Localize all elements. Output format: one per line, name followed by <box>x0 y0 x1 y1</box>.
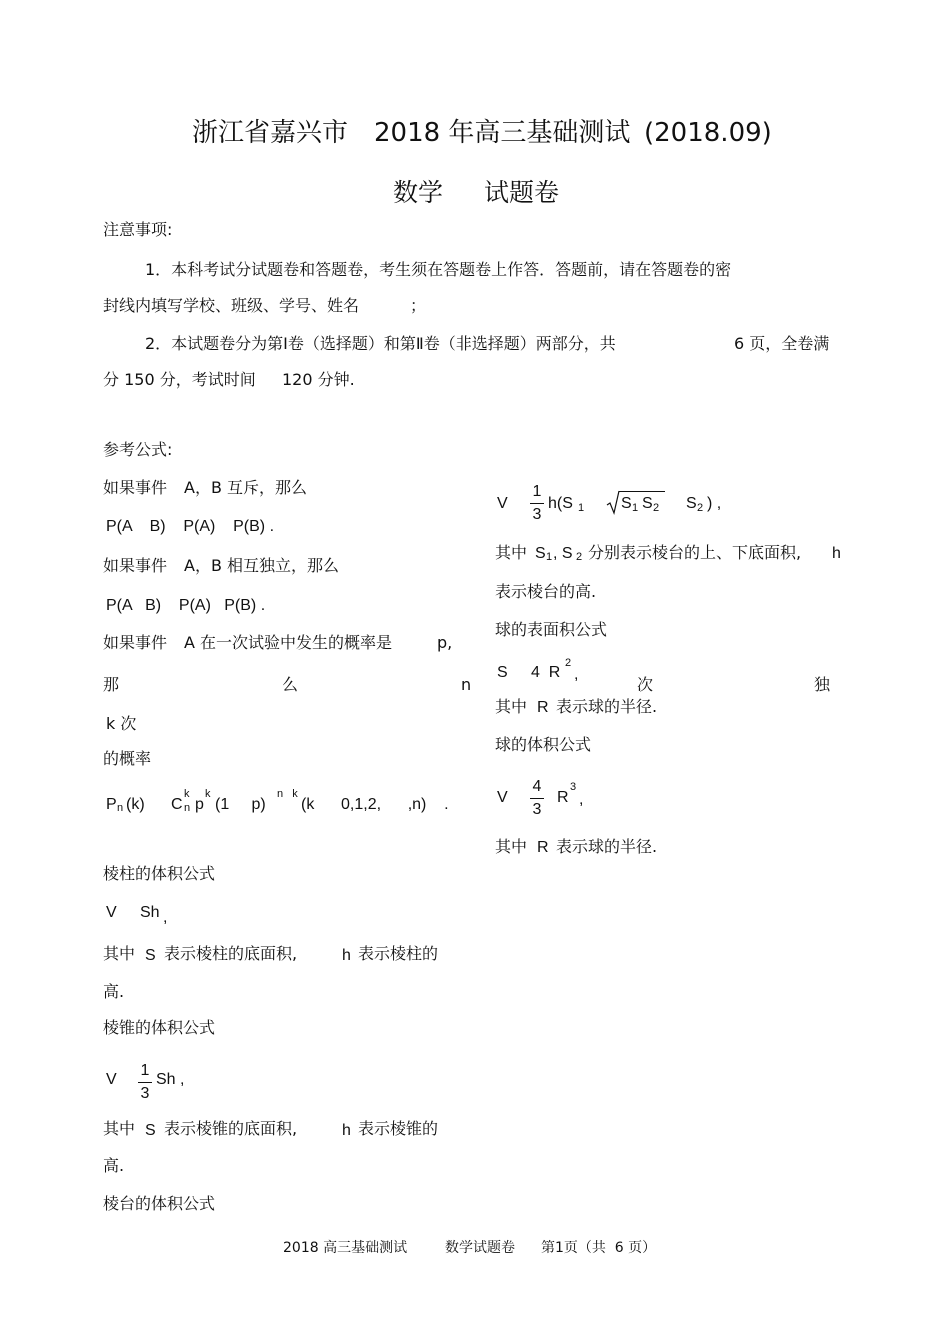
title-region: 浙江省嘉兴市 <box>192 118 349 148</box>
mutex-intro-b: A，B 互斥，那么 <box>184 478 308 497</box>
bern-k-paren: (k) <box>126 796 145 813</box>
sphere-vol-desc-b: 表示球的半径. <box>556 837 658 856</box>
frustum-desc-1: 1 <box>546 551 553 563</box>
notice-item1-line1: 1．本科考试分试题卷和答题卷，考生须在答题卷上作答．答题前，请在答题卷的密 <box>145 260 732 279</box>
prism-heading: 棱柱的体积公式 <box>103 864 216 883</box>
pyr-Sh: Sh , <box>156 1071 185 1088</box>
sqrt-radical-icon <box>606 490 620 516</box>
prism-desc-end: 高. <box>103 982 125 1001</box>
sphere-vol-sup: 3 <box>570 781 577 793</box>
sphere-vol-R: R <box>557 789 569 806</box>
pyr-desc-c: 表示棱锥的 <box>358 1119 439 1138</box>
bern-intro-p: p, <box>437 633 453 652</box>
sphere-vol-heading: 球的体积公式 <box>495 735 592 754</box>
notice-item2-line1: 2．本试题卷分为第Ⅰ卷（选择题）和第Ⅱ卷（非选择题）两部分，共 <box>145 334 616 353</box>
bern-na: 那 <box>103 675 120 694</box>
frustum-desc-a: 其中 <box>495 543 528 562</box>
frustum-heading: 棱台的体积公式 <box>103 1194 216 1213</box>
footer-page: 第1页（共 6 页） <box>541 1240 657 1256</box>
frustum-sqrt-S2: S <box>642 495 653 512</box>
bern-p: p <box>195 796 204 813</box>
frustum-desc-b: 分别表示棱台的上、下底面积, <box>588 543 802 562</box>
footer-doc: 数学试题卷 <box>445 1240 515 1256</box>
mutex-intro-a: 如果事件 <box>103 478 168 497</box>
sphere-vol-den: 3 <box>532 801 542 818</box>
bern-C-sub: n <box>184 802 191 814</box>
bern-prob: 的概率 <box>103 749 152 768</box>
notice-item1-line2-end: ； <box>410 296 427 315</box>
sphere-area-desc-R: R <box>537 699 549 716</box>
sphere-vol-V: V <box>497 789 508 806</box>
sphere-area-desc-a: 其中 <box>495 697 528 716</box>
frustum-desc-line2: 表示棱台的高. <box>495 582 597 601</box>
sphere-vol-desc-R: R <box>537 839 549 856</box>
sphere-vol-fraction <box>530 778 544 819</box>
prism-V: V <box>106 904 117 921</box>
pyr-heading: 棱锥的体积公式 <box>103 1018 216 1037</box>
pyr-desc-h: h <box>342 1122 351 1139</box>
frustum-desc-comma: , S <box>553 545 573 562</box>
frustum-num: 1 <box>532 483 542 500</box>
bern-du: 独 <box>814 675 831 694</box>
title-date: (2018.09) <box>644 118 772 148</box>
sphere-vol-desc-a: 其中 <box>495 837 528 856</box>
notice-heading: 注意事项: <box>103 220 173 239</box>
prism-desc-h: h <box>342 947 351 964</box>
mutex-formula: P(A B) P(A) P(B) . <box>106 518 275 535</box>
pyr-desc-a: 其中 <box>103 1119 136 1138</box>
prism-Sh: Sh <box>140 904 160 921</box>
sphere-vol-fraction-bar <box>530 798 544 799</box>
pyr-fraction-bar <box>138 1082 152 1083</box>
frustum-S2: S <box>686 495 697 512</box>
pyr-num: 1 <box>140 1062 150 1079</box>
frustum-desc-S1: S <box>535 545 546 562</box>
bern-n: n <box>461 675 472 694</box>
bern-1p: (1 p) <box>215 796 266 813</box>
subtitle-doc: 试题卷 <box>484 178 560 207</box>
frustum-sqrt-2: 2 <box>653 502 660 514</box>
frustum-S1-sub: 1 <box>578 502 585 514</box>
bern-exp: n k <box>277 788 298 800</box>
bern-intro-b: A 在一次试验中发生的概率是 <box>184 633 393 652</box>
sphere-vol-num: 4 <box>532 778 542 795</box>
frustum-den: 3 <box>532 506 542 523</box>
indep-formula: P(A B) P(A) P(B) . <box>106 597 266 614</box>
indep-intro-a: 如果事件 <box>103 556 168 575</box>
sphere-area-4R: 4 R <box>531 664 561 681</box>
bern-n-sub: n <box>117 802 124 814</box>
prism-desc-a: 其中 <box>103 944 136 963</box>
sphere-area-S: S <box>497 664 508 681</box>
frustum-sqrt-1: 1 <box>632 502 639 514</box>
pyr-desc-S: S <box>145 1122 156 1139</box>
indep-intro-b: A，B 相互独立，那么 <box>184 556 340 575</box>
pyr-den: 3 <box>140 1085 150 1102</box>
sphere-area-heading: 球的表面积公式 <box>495 620 608 639</box>
pyr-desc-end: 高. <box>103 1156 125 1175</box>
bern-intro-a: 如果事件 <box>103 633 168 652</box>
footer-exam: 2018 高三基础测试 <box>283 1240 408 1256</box>
frustum-fraction <box>530 483 544 524</box>
prism-desc-S: S <box>145 947 156 964</box>
pyr-fraction <box>138 1062 152 1103</box>
title-main: 2018 年高三基础测试 <box>374 118 631 148</box>
frustum-V: V <box>497 495 508 512</box>
bern-ci: 次 <box>637 675 654 694</box>
subtitle-subject: 数学 <box>393 178 444 207</box>
prism-desc-c: 表示棱柱的 <box>358 944 439 963</box>
notice-item2-line2-b: 120 分钟. <box>282 370 355 389</box>
notice-item1-line2: 封线内填写学校、班级、学号、姓名 <box>103 296 360 315</box>
bern-P: P <box>106 796 117 813</box>
prism-comma: , <box>163 909 168 926</box>
sphere-area-sup: 2 <box>565 657 572 669</box>
notice-item2-line2-a: 分 150 分，考试时间 <box>103 370 256 389</box>
frustum-hS: h(S <box>548 495 573 512</box>
frustum-fraction-bar <box>530 503 544 504</box>
sphere-area-comma: , <box>574 666 579 683</box>
frustum-close: ) , <box>707 495 722 512</box>
bern-me: 么 <box>282 675 299 694</box>
pyr-desc-b: 表示棱锥的底面积, <box>164 1119 298 1138</box>
pyr-V: V <box>106 1071 117 1088</box>
bern-krange: (k 0,1,2, ,n) . <box>301 796 449 813</box>
bern-C: C <box>171 796 183 813</box>
notice-item2-pages: 6 页，全卷满 <box>734 334 830 353</box>
bern-p-sup: k <box>205 788 211 800</box>
frustum-desc-h: h <box>832 545 841 562</box>
bern-k: k 次 <box>106 714 137 733</box>
formulas-heading: 参考公式: <box>103 440 173 459</box>
sqrt-overbar <box>619 491 665 492</box>
frustum-desc-2: 2 <box>576 551 583 563</box>
frustum-sqrt-S1: S <box>621 495 632 512</box>
sphere-vol-comma: , <box>579 791 584 808</box>
frustum-S2-sub: 2 <box>697 502 704 514</box>
prism-desc-b: 表示棱柱的底面积, <box>164 944 298 963</box>
sphere-area-desc-b: 表示球的半径. <box>556 697 658 716</box>
bern-C-sup: k <box>184 788 190 800</box>
